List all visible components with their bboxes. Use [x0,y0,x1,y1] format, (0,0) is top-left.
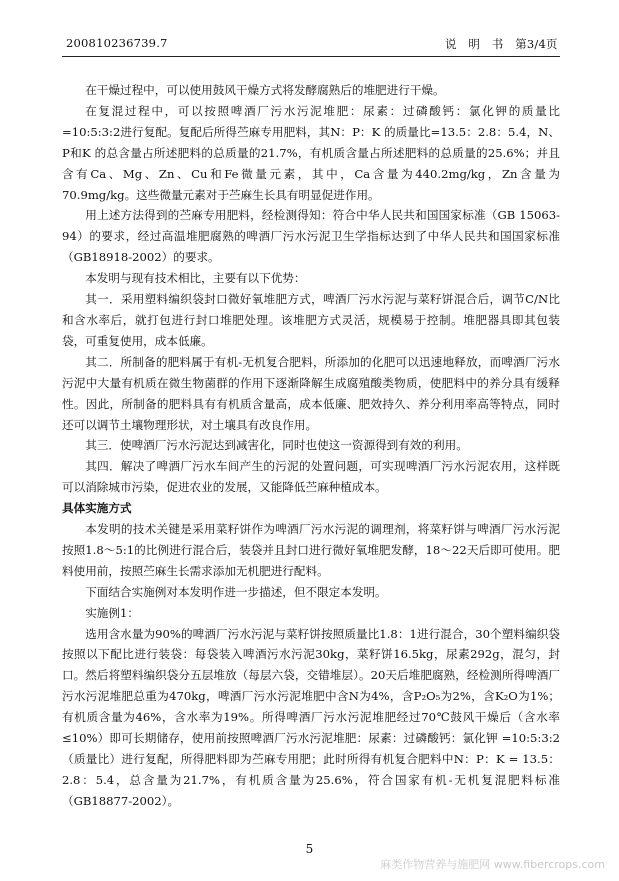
paragraph-advantages-intro: 本发明与现有技术相比，主要有以下优势： [85,271,306,286]
watermark: 麻类作物营养与施肥网 www.fibercrops.com [380,858,605,871]
paragraph-advantage-4: 其四．解决了啤酒厂污水车间产生的污泥的处置问题，可实现啤酒厂污水污泥农用，这样既可以消除城市污染，促进农业的发展，又能降低苎麻种植成本。 [62,459,560,495]
page-number: 5 [305,842,314,856]
paragraph-advantage-3: 其三．使啤酒厂污水污泥达到减害化，同时也使这一资源得到有效的利用。 [85,438,468,453]
header-section-title: 说 明 书 第3/4页 [445,37,558,51]
paragraph-technical-key: 本发明的技术关键是采用菜籽饼作为啤酒厂污水污泥的调理剂，将菜籽饼与啤酒厂污水污泥按照1.8～5:1的比例进行混合后，装袋并且封口进行微好氧堆肥发酵，18～22天后即可使用。肥料使用前，按照苎麻生长需求添加无机肥进行配料。 [62,522,560,578]
patent-application-number: 200810236739.7 [66,36,168,50]
paragraph-example-1: 选用含水量为90%的啤酒厂污水污泥与菜籽饼按照质量比1.8：1进行混合，30个塑料编织袋按照以下配比进行装袋：每袋装入啤酒污水污泥30kg，菜籽饼16.5kg，尿素292g，混匀，封口。然后将塑料编织袋分五层堆放（每层六袋，交错堆层）。20天后堆肥腐熟，经检测所得啤酒厂污水污泥堆肥总重为470kg，啤酒厂污水污泥堆肥中含N为4%，含P₂O₅为2%，含K₂O为1%；有机质含量为46%，含水率为19%。所得啤酒厂污水污泥堆肥经过70℃鼓风干燥后（含水率≤10%）即可长期储存，使用前按照啤酒厂污水污泥堆肥：尿素：过磷酸钙：氯化钾 =10:5:3:2（质量比）进行复配，所得肥料即为苎麻专用肥；此时所得有机复合肥料中N：P：K = 13.5：2.8：5.4，总含量为21.7%，有机质含量为25.6%，符合国家有机-无机复混肥料标准（GB18877-2002）。 [62,626,560,808]
paragraph-standards: 用上述方法得到的苎麻专用肥料，经检测得知：符合中华人民共和国国家标准（GB 15063-94）的要求，经过高温堆肥腐熟的啤酒厂污水污泥卫生学指标达到了中华人民共和国国家标准（GB18918-2002）的要求。 [62,208,560,265]
header-divider [62,56,560,57]
document-body [62,80,560,812]
section-heading: 具体实施方式 [62,501,132,516]
paragraph-advantage-1: 其一．采用塑料编织袋封口微好氧堆肥方式，啤酒厂污水污泥与菜籽饼混合后，调节C/N比和含水率后，就打包进行封口堆肥处理。该堆肥方式灵活，规模易于控制。堆肥器具即其包装袋，可重复使用，成本低廉。 [62,292,560,348]
example-1-label: 实施例1： [85,605,139,620]
paragraph-compounding: 在复混过程中，可以按照啤酒厂污水污泥堆肥：尿素：过磷酸钙：氯化钾的质量比=10:5:3:2进行复配。复配后所得苎麻专用肥料，其N：P：K 的质量比=13.5：2.8：5.4，N、P和K 的总含量占所述肥料的总质量的21.7%，有机质含量占所述肥料的总质量的25.6%；并且含有Ca、Mg、Zn、Cu和Fe微量元素，其中，Ca含量为440.2mg/kg，Zn含量为70.9mg/kg。这些微量元素对于苎麻生长具有明显促进作用。 [62,103,560,202]
paragraph-advantage-2: 其二．所制备的肥料属于有机-无机复合肥料，所添加的化肥可以迅速地释放，而啤酒厂污水污泥中大量有机质在微生物菌群的作用下逐渐降解生成腐殖酸类物质，使肥料中的养分具有缓释性。因此，所制备的肥料具有有机质含量高，成本低廉、肥效持久、养分利用率高等特点，同时还可以调节土壤物理形状，对土壤具有改良作用。 [62,354,560,432]
paragraph-drying: 在干燥过程中，可以使用鼓风干燥方式将发酵腐熟后的堆肥进行干燥。 [85,83,445,97]
paragraph-examples-intro: 下面结合实施例对本发明作进一步描述，但不限定本发明。 [85,584,387,599]
